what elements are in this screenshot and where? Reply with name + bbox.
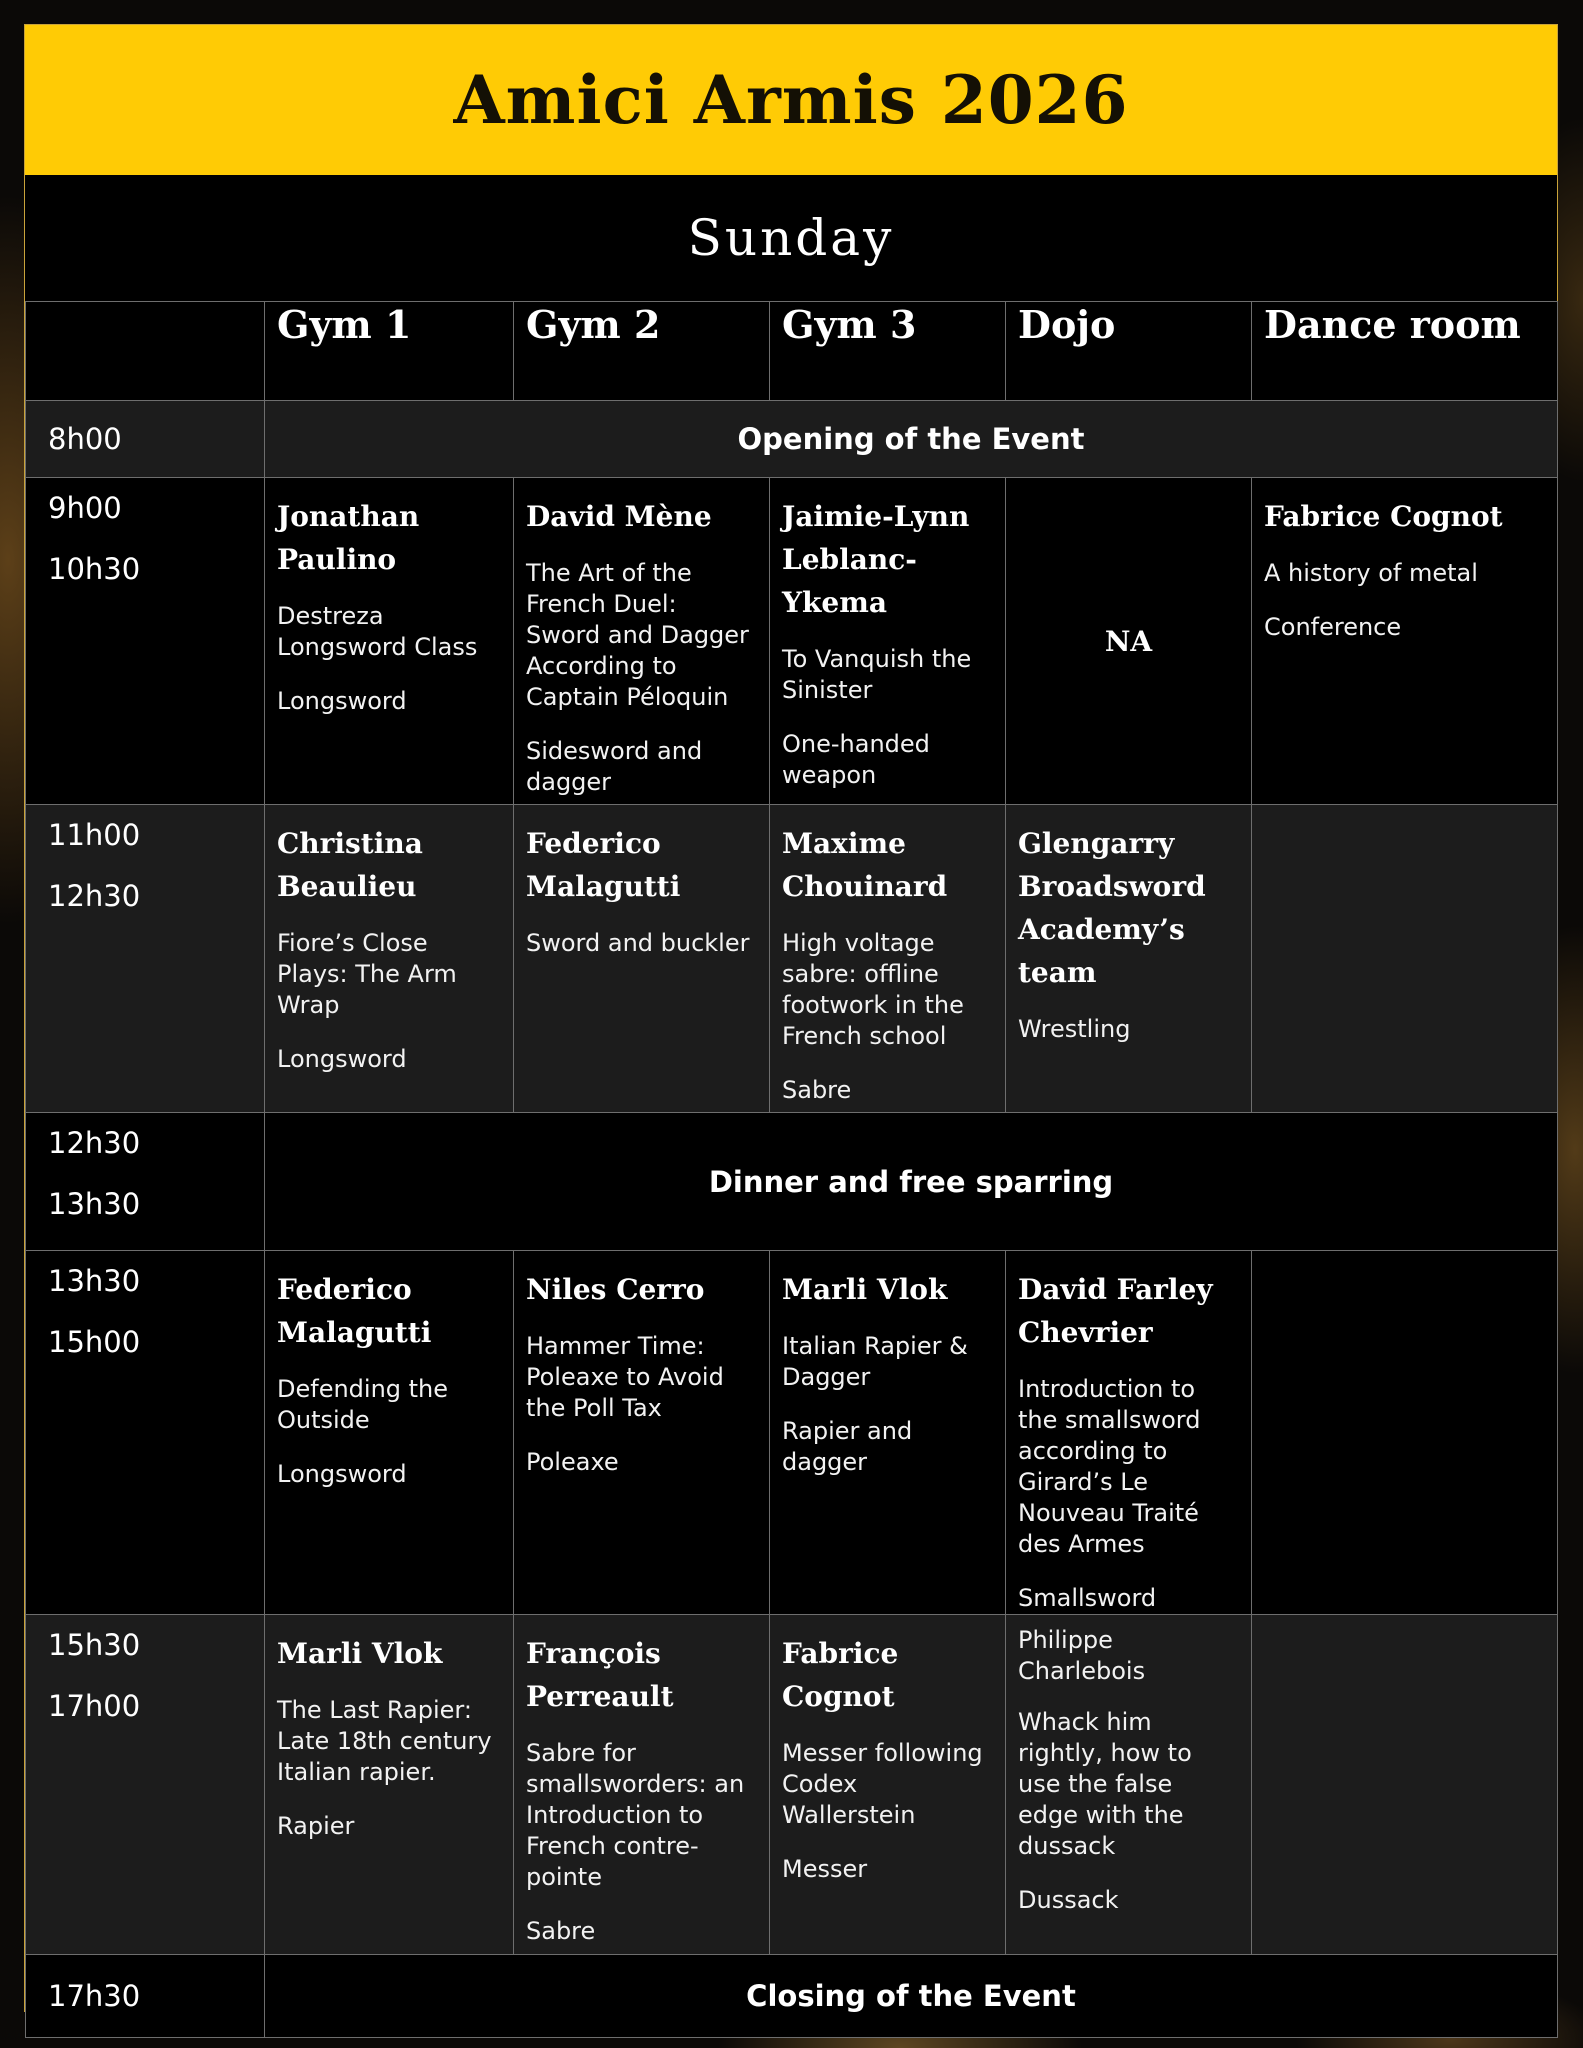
session-cell [265, 478, 514, 805]
session-cell [770, 805, 1006, 1113]
time-cell [26, 805, 265, 1113]
instructor-name: Philippe Charlebois [1018, 1626, 1146, 1685]
class-title: The Art of the French Duel: Sword and Dagger According to Captain Péloquin [526, 559, 749, 711]
session-cell [265, 1251, 514, 1615]
time-end: 10h30 [48, 552, 141, 586]
class-title: Hammer Time: Poleaxe to Avoid the Poll Tax [526, 1332, 724, 1422]
session-cell [770, 1251, 1006, 1615]
class-title: Fiore’s Close Plays: The Arm Wrap [277, 929, 457, 1019]
time-end: 15h00 [48, 1325, 141, 1359]
time-cell [26, 478, 265, 805]
instructor-name: Maxime Chouinard [782, 827, 948, 903]
weapon-category: Poleaxe [526, 1448, 619, 1476]
weapon-category: Dussack [1018, 1886, 1119, 1914]
weapon-category: Sidesword and dagger [526, 737, 703, 796]
weapon-category: Smallsword [1018, 1584, 1157, 1612]
weapon-category: Messer [782, 1855, 868, 1883]
time-cell [26, 1615, 265, 1955]
time-cell [26, 401, 265, 478]
session-cell [265, 1615, 514, 1955]
room-header: Dojo [1006, 302, 1252, 401]
weapon-category: Longsword [277, 1045, 407, 1073]
instructor-name: Jonathan Paulino [277, 500, 420, 576]
class-title: Sabre for smallsworders: an Introduction to French contre-pointe [526, 1739, 745, 1891]
page-title: Amici Armis 2026 [453, 61, 1129, 139]
instructor-name: Christina Beaulieu [277, 827, 423, 903]
closing-row [26, 1955, 1558, 2038]
time-start: 13h30 [48, 1264, 141, 1298]
class-title: The Last Rapier: Late 18th century Italian rapier. [277, 1696, 492, 1786]
time-start: 15h30 [48, 1628, 141, 1662]
weapon-category: Sabre [526, 1917, 596, 1945]
instructor-name: Fabrice Cognot [1264, 500, 1503, 533]
corner-cell [26, 302, 265, 401]
class-title: High voltage sabre: offline footwork in the French school [782, 929, 964, 1050]
room-header: Gym 1 [265, 302, 514, 401]
session-row [26, 805, 1558, 1113]
session-cell [770, 478, 1006, 805]
session-cell [514, 1615, 770, 1955]
time-start: 17h30 [48, 1979, 141, 2013]
room-header-row [26, 302, 1558, 401]
room-header: Gym 3 [770, 302, 1006, 401]
time-end: 12h30 [48, 879, 141, 913]
instructor-name: Glengarry Broadsword Academy’s team [1018, 827, 1206, 989]
opening-banner: Opening of the Event [265, 401, 1558, 478]
weapon-category: One-handed weapon [782, 730, 930, 789]
instructor-name: Federico Malagutti [277, 1273, 432, 1349]
closing-banner: Closing of the Event [265, 1955, 1558, 2038]
weapon-category: Rapier [277, 1812, 355, 1840]
session-cell [1006, 1615, 1252, 1955]
schedule-poster [24, 24, 1558, 2012]
room-header: Dance room [1252, 302, 1558, 401]
dinner-row [26, 1113, 1558, 1251]
class-title: Wrestling [1018, 1015, 1131, 1043]
class-title: Messer following Codex Wallerstein [782, 1739, 983, 1829]
session-cell [514, 1251, 770, 1615]
weapon-category: Conference [1264, 613, 1402, 641]
time-start: 11h00 [48, 818, 141, 852]
instructor-name: David Farley Chevrier [1018, 1273, 1213, 1349]
class-title: A history of metal [1264, 559, 1478, 587]
class-title: Defending the Outside [277, 1375, 449, 1434]
session-cell [770, 1615, 1006, 1955]
weapon-category: Rapier and dagger [782, 1417, 913, 1476]
instructor-name: Marli Vlok [782, 1273, 948, 1306]
session-cell [265, 805, 514, 1113]
day-banner [25, 175, 1557, 302]
room-header: Gym 2 [514, 302, 770, 401]
class-title: Whack him rightly, how to use the false edge with the dussack [1018, 1708, 1192, 1860]
empty-cell [1252, 1251, 1558, 1615]
time-start: 12h30 [48, 1126, 141, 1160]
class-title: Sword and buckler [526, 929, 750, 957]
class-title: To Vanquish the Sinister [782, 645, 972, 704]
class-title: Destreza Longsword Class [277, 602, 478, 661]
class-title: Introduction to the smallsword according to Girard’s Le Nouveau Traité des Armes [1018, 1375, 1201, 1558]
opening-row [26, 401, 1558, 478]
instructor-name: Fabrice Cognot [782, 1637, 899, 1713]
weapon-category: Longsword [277, 1460, 407, 1488]
empty-cell [1252, 805, 1558, 1113]
session-cell [514, 805, 770, 1113]
time-end: 13h30 [48, 1187, 141, 1221]
session-cell [1252, 478, 1558, 805]
session-cell [1006, 1251, 1252, 1615]
time-cell [26, 1113, 265, 1251]
time-cell [26, 1955, 265, 2038]
time-end: 17h00 [48, 1689, 141, 1723]
instructor-name: David Mène [526, 500, 712, 533]
session-cell [514, 478, 770, 805]
instructor-name: Marli Vlok [277, 1637, 443, 1670]
time-start: 8h00 [48, 422, 122, 456]
class-title: Italian Rapier & Dagger [782, 1332, 968, 1391]
dinner-banner: Dinner and free sparring [265, 1113, 1558, 1251]
session-cell [1006, 805, 1252, 1113]
session-row [26, 478, 1558, 805]
weapon-category: Sabre [782, 1076, 852, 1104]
session-row [26, 1615, 1558, 1955]
session-row [26, 1251, 1558, 1615]
instructor-name: Federico Malagutti [526, 827, 681, 903]
instructor-name: Niles Cerro [526, 1273, 705, 1306]
instructor-name: François Perreault [526, 1637, 674, 1713]
day-title: Sunday [687, 209, 895, 267]
instructor-name: Jaimie-Lynn Leblanc-Ykema [782, 500, 970, 619]
title-banner [25, 25, 1557, 175]
not-available-cell: NA [1006, 478, 1252, 805]
empty-cell [1252, 1615, 1558, 1955]
schedule-table [25, 301, 1558, 2038]
weapon-category: Longsword [277, 687, 407, 715]
time-cell [26, 1251, 265, 1615]
time-start: 9h00 [48, 491, 122, 525]
